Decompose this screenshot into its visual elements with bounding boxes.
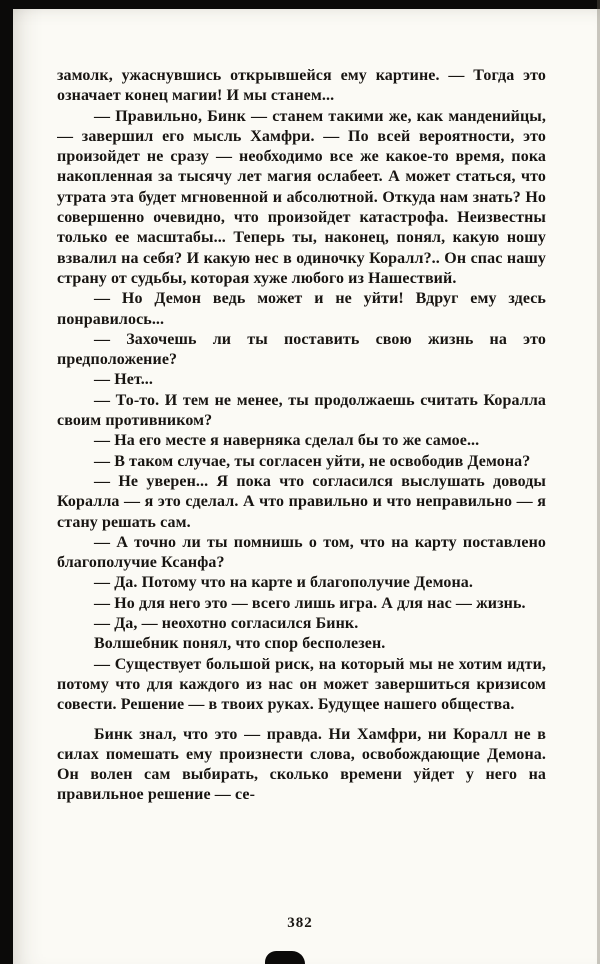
paragraph: — Но Демон ведь может и не уйти! Вдруг ему здесь понравилось... [57,290,546,328]
paragraph: — Существует большой риск, на который мы не хотим идти, потому что для каждого из нас он может завершиться кризисом совести. Решение — в твоих руках. Будущее нашего общества. [57,655,546,714]
scan-edge-top [0,0,600,9]
paragraph: Бинк знал, что это — правда. Ни Хамфри, ни Коралл не в силах помешать ему произнести слова, освобождающие Демона. Он волен сам выбирать, сколько времени уйдет у него на правильное решение — се- [57,725,546,804]
paragraph: — То-то. И тем не менее, ты продолжаешь считать Коралла своим противником? [57,391,546,430]
paragraph: замолк, ужаснувшись открывшейся ему картине. — Тогда это означает конец магии! И мы станем... [57,67,546,105]
paragraph: — Но для него это — всего лишь игра. А для нас — жизнь. [94,594,526,612]
paragraph: — На его месте я наверняка сделал бы то же самое... [94,432,480,450]
paragraph: — Нет... [94,371,154,389]
paragraph: Волшебник понял, что спор бесполезен. [94,635,386,653]
paragraph: — Не уверен... Я пока что согласился выслушать доводы Коралла — я это сделал. А что правильно и что неправильно — я стану решать сам. [57,472,546,531]
paragraph: — Да, — неохотно согласился Бинк. [94,615,359,633]
scan-edge-left [0,0,13,964]
paragraph: — В таком случае, ты согласен уйти, не освободив Демона? [94,452,531,470]
paragraph: — А точно ли ты помнишь о том, что на карту поставлено благополучие Ксанфа? [57,533,546,572]
paragraph: — Да. Потому что на карте и благополучие Демона. [94,574,474,592]
text-block [57,66,546,806]
scan-smudge-bottom [265,951,305,964]
page-number: 382 [287,915,313,931]
paragraph: — Правильно, Бинк — станем такими же, как манденийцы, — завершил его мысль Хамфри. — По всей вероятности, это произойдет не сразу — необходимо все же какое-то время, пока накопленная за тысячу лет магия ослабеет. А может статься, что утрата эта будет мгновенной и абсолютной. Откуда нам знать? Но совершенно очевидно, что произойдет катастрофа. Неизвестны только ее масштабы... Теперь ты, наконец, понял, какую ношу взвалил на себя? И какую нес в одиночку Коралл?.. Он спас нашу страну от судьбы, которая хуже любого из Нашествий. [57,107,546,287]
paragraph: — Захочешь ли ты поставить свою жизнь на это предположение? [57,330,546,369]
